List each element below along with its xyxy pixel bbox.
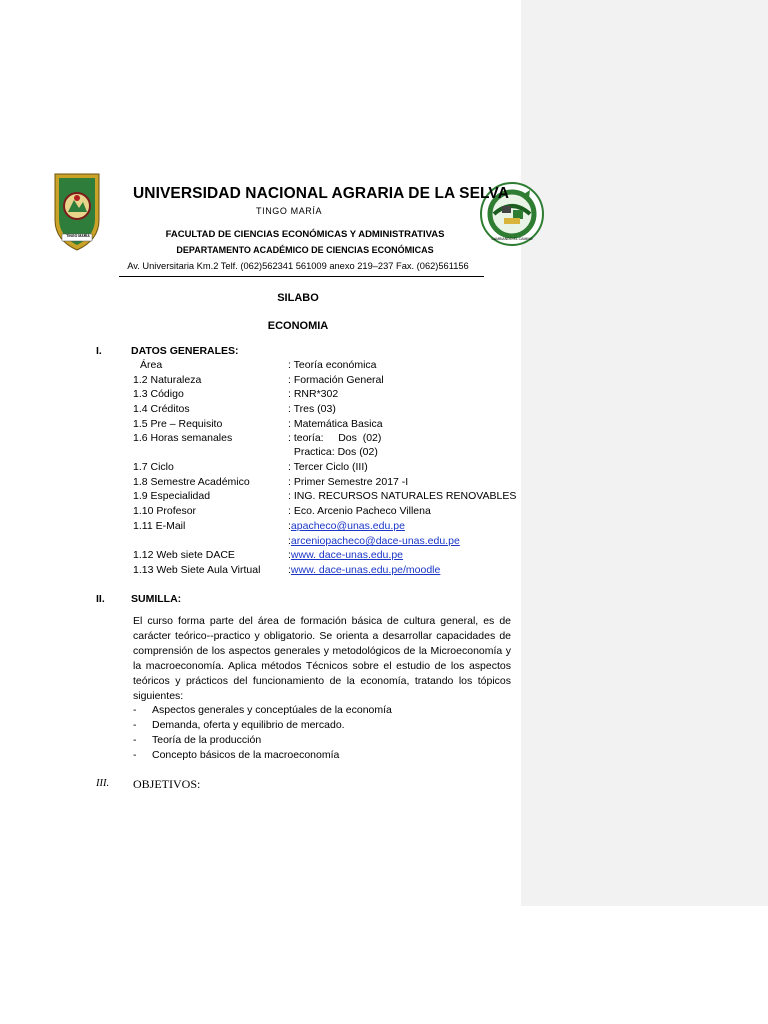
department-name: DEPARTAMENTO ACADÉMICO DE CIENCIAS ECONÓMICAS: [176, 245, 434, 255]
row-value-ciclo: : Tercer Ciclo (III): [288, 461, 368, 473]
bullet-dash: -: [133, 749, 137, 761]
section-1-number: I.: [96, 345, 102, 357]
sumilla-paragraph: El curso forma parte del área de formación básica de cultura general, es de carácter teórico--practico y obligatorio. Se orienta a desarrollar capacidades de comprensión de los aspectos generales y metodológicos de la Microeconomía y la macroeconomía. Aplica métodos Técnicos sobre el estudio de los aspectos teóricos y prácticos del funcionamiento de la economía, tratando los tópicos siguientes:: [133, 615, 511, 702]
web-colon: :: [288, 549, 291, 561]
row-value-especialidad: : ING. RECURSOS NATURALES RENOVABLES: [288, 490, 517, 502]
row-value-profesor: : Eco. Arcenio Pacheco Villena: [288, 505, 431, 517]
seal-caption: CAMBIANDO EL CAMINO: [491, 237, 533, 241]
row-label-horas: 1.6 Horas semanales: [133, 432, 233, 444]
row-label-ciclo: 1.7 Ciclo: [133, 461, 174, 473]
list-item: [133, 748, 392, 763]
topic-text: Concepto básicos de la macroeconomía: [152, 749, 340, 761]
document-title: SILABO: [277, 292, 319, 304]
row-label-email: 1.11 E-Mail: [133, 520, 186, 532]
section-2-title: SUMILLA:: [131, 593, 182, 605]
section-2-number: II.: [96, 593, 105, 605]
row-value-email-1: [288, 520, 405, 532]
row-value-web-aula: [288, 564, 440, 576]
row-label-semestre: 1.8 Semestre Académico: [133, 476, 250, 488]
header-divider: [119, 276, 484, 277]
address-line: Av. Universitaria Km.2 Telf. (062)562341 561009 anexo 219–237 Fax. (062)561156: [127, 261, 469, 271]
row-label-creditos: 1.4 Créditos: [133, 403, 190, 415]
bullet-dash: -: [133, 734, 137, 746]
email-colon: :: [288, 520, 291, 532]
list-item: [133, 733, 392, 748]
topic-text: Aspectos generales y conceptúales de la economía: [152, 704, 392, 716]
list-item: [133, 718, 392, 733]
list-item: [133, 703, 392, 718]
row-label-area: Área: [140, 359, 163, 371]
topic-text: Demanda, oferta y equilibrio de mercado.: [152, 719, 345, 731]
university-name: UNIVERSIDAD NACIONAL AGRARIA DE LA SELVA: [133, 185, 510, 202]
bullet-dash: -: [133, 719, 137, 731]
crest-banner-text: TINGO MARÍA: [66, 234, 90, 238]
row-label-codigo: 1.3 Código: [133, 388, 184, 400]
row-value-creditos: : Tres (03): [288, 403, 336, 415]
row-value-email-2: [288, 535, 460, 547]
topic-text: Teoría de la producción: [152, 734, 262, 746]
web-colon: :: [288, 564, 291, 576]
document-subtitle: ECONOMIA: [267, 320, 329, 332]
row-label-especialidad: 1.9 Especialidad: [133, 490, 211, 502]
section-3-number: III.: [96, 778, 110, 789]
row-value-web-dace: [288, 549, 403, 561]
row-value-horas-practica: Practica: Dos (02): [288, 446, 378, 458]
email-link-1[interactable]: apacheco@unas.edu.pe: [290, 520, 405, 532]
row-label-web-aula: 1.13 Web Siete Aula Virtual: [133, 564, 261, 576]
web-dace-link[interactable]: www. dace-unas.edu.pe: [290, 549, 403, 561]
section-3-title: OBJETIVOS:: [133, 777, 201, 791]
row-value-codigo: : RNR*302: [288, 388, 339, 400]
bullet-dash: -: [133, 704, 137, 716]
row-value-area: : Teoría económica: [288, 359, 377, 371]
web-aula-link[interactable]: www. dace-unas.edu.pe/moodle: [290, 564, 441, 576]
faculty-name: FACULTAD DE CIENCIAS ECONÓMICAS Y ADMINISTRATIVAS: [165, 229, 445, 240]
email-link-2[interactable]: arceniopacheco@dace-unas.edu.pe: [290, 535, 460, 547]
row-label-profesor: 1.10 Profesor: [133, 505, 197, 517]
row-value-prerequisito: : Matemática Basica: [288, 418, 383, 430]
email-colon: :: [288, 535, 291, 547]
row-label-web-dace: 1.12 Web siete DACE: [133, 549, 235, 561]
city-name: TINGO MARÍA: [256, 206, 323, 216]
row-label-prerequisito: 1.5 Pre – Requisito: [133, 418, 223, 430]
section-1-title: DATOS GENERALES:: [131, 345, 239, 357]
row-value-horas-teoria: : teoría: Dos (02): [288, 432, 382, 444]
comment-pane: [521, 0, 768, 906]
row-value-naturaleza: : Formación General: [288, 374, 384, 386]
sumilla-topic-list: [133, 703, 392, 763]
row-value-semestre: : Primer Semestre 2017 -I: [288, 476, 409, 488]
row-label-naturaleza: 1.2 Naturaleza: [133, 374, 202, 386]
